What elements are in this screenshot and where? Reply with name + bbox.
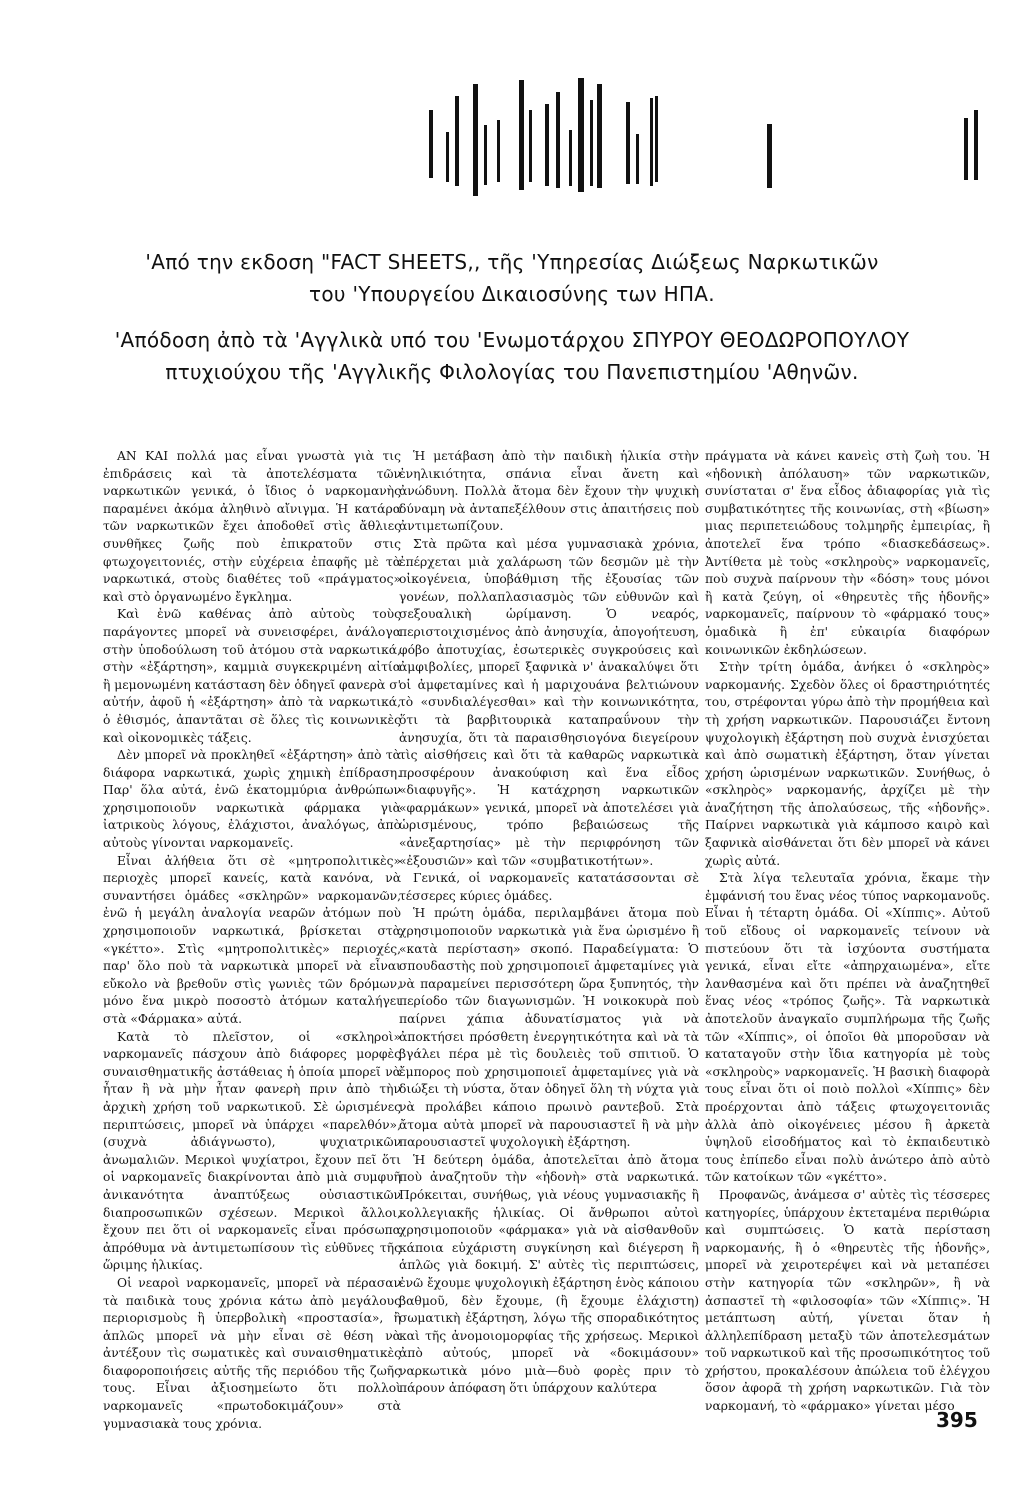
article-attribution	[0, 246, 1024, 388]
paragraph: Προφανῶς, ἀνάμεσα σ' αὐτὲς τὶς τέσσερες κατηγορίες, ὑπάρχουν ἐκτεταμένα περιθώρια καὶ συμπτώσεις. Ὁ κατὰ περίσταση ναρκομανής, ἢ ὁ «θηρευτὲς τῆς ἡδονῆς», μπορεῖ νὰ χειροτερέψει καὶ νὰ μεταπέσει στὴν κατηγορία τῶν «σκληρῶν», ἢ νὰ ἀσπαστεῖ τὴ «φιλοσοφία» τῶν «Χίππις». Ἡ μετάπτωση αὐτή, γίνεται ὅταν ἡ ἀλληλεπίδραση μεταξὺ τῶν ἀποτελεσμάτων τοῦ ναρκωτικοῦ καὶ τῆς προσωπικότητος τοῦ χρήστου, προκαλέσουν ἀπώλεια τοῦ ἐλέγχου ὅσον ἀφορᾶ τὴ χρήση ναρκωτικῶν. Γιὰ τὸν ναρκομανή, τὸ «φάρμακο» γίνεται μέσο	[705, 1187, 990, 1414]
paragraph: Καὶ ἐνῶ καθένας ἀπὸ αὐτοὺς τοὺς παράγοντες μπορεῖ νὰ συνεισφέρει, ἀνάλογα στὴν ὑποδούλωση τοῦ ἀτόμου στὰ ναρκωτικά, στὴν «ἐξάρτηση», καμμιὰ συγκεκριμένη αἰτία ἢ μεμονωμένη κατάσταση δὲν ὁδηγεῖ φανερὰ σ' αὐτήν, ἀφοῦ ἡ «ἐξάρτηση» ἀπὸ τὰ ναρκωτικά, ὁ ἐθισμός, ἀπαντᾶται σὲ ὅλες τὶς κοινωνικὲς καὶ οἰκονομικὲς τάξεις.	[103, 607, 401, 745]
paragraph: Δὲν μπορεῖ νὰ προκληθεῖ «ἐξάρτηση» ἀπὸ τὰ διάφορα ναρκωτικά, χωρὶς χημικὴ ἐπίδραση. Παρ' ὅλα αὐτά, ἐνῶ ἑκατομμύρια ἀνθρώπων χρησιμοποιοῦν ναρκωτικὰ φάρμακα γιὰ ἰατρικοὺς λόγους, ἐλάχιστοι, ἀναλόγως, ἀπὸ αὐτοὺς γίνονται ναρκομανεῖς.	[103, 748, 401, 851]
paragraph: Οἱ νεαροὶ ναρκομανεῖς, μπορεῖ νὰ πέρασαν τὰ παιδικὰ τους χρόνια κάτω ἀπὸ μεγάλους περιορισμοὺς ἢ ὑπερβολικὴ «προστασία», ἢ ἁπλῶς μπορεῖ νὰ μὴν εἶναι σὲ θέση νὰ ἀντέξουν τὶς σωματικὲς καὶ συναισθηματικὲς διαφοροποιήσεις αὐτῆς τῆς περιόδου τῆς ζωῆς τους. Εἶναι ἀξιοσημείωτο ὅτι πολλοὶ ναρκομανεῖς «πρωτοδοκιμάζουν» στὰ γυμνασιακὰ τους χρόνια.	[103, 1275, 401, 1431]
paragraph: Ἡ μετάβαση ἀπὸ τὴν παιδικὴ ἡλικία στὴν ἐνηλικιότητα, σπάνια εἶναι ἄνετη καὶ ἀνώδυνη. Πολλὰ ἄτομα δὲν ἔχουν τὴν ψυχικὴ δύναμη νὰ ἀνταπεξέλθουν στις ἀπαιτήσεις ποὺ ἀντιμετωπίζουν.	[399, 449, 699, 534]
decorative-barcode-strip	[0, 0, 1024, 200]
paragraph: ΑΝ ΚΑΙ πολλά μας εἶναι γνωστὰ γιὰ τις ἐπιδράσεις καὶ τὰ ἀποτελέσματα τῶν ναρκωτικῶν γενικά, ὁ ἴδιος ὁ ναρκομανὴς παραμένει ἀκόμα ἀληθινὸ αἴνιγμα. Ἡ κατάρα τῶν ναρκωτικῶν ἔχει ἀποδοθεῖ στὶς ἄθλιες συνθῆκες ζωῆς ποὺ ἐπικρατοῦν στις φτωχογειτονιές, στὴν εὐχέρεια ἐπαφῆς μὲ τὰ ναρκωτικά, στοὺς διαθέτες τοῦ «πράγματος» καὶ στὸ ὀργανωμένο ἔγκλημα.	[103, 449, 401, 604]
source-line-1: 'Από την εκδοση "FACT SHEETS,, τῆς 'Υπηρεσίας Διώξεως Ναρκωτικῶν	[145, 250, 879, 274]
text-column-1	[103, 448, 401, 1433]
source-line-2: του 'Υπουργείου Δικαιοσύνης των ΗΠΑ.	[309, 282, 715, 306]
paragraph: Γενικά, οἱ ναρκομανεῖς κατατάσσονται σὲ τέσσερες κύριες ὁμάδες.	[399, 871, 699, 903]
paragraph: Ἡ πρώτη ὁμάδα, περιλαμβάνει ἄτομα ποὺ χρησιμοποιοῦν ναρκωτικὰ γιὰ ἕνα ὡρισμένο ἢ «κατὰ περίσταση» σκοπό. Παραδείγματα: Ὁ σπουδαστὴς ποὺ χρησιμοποιεῖ ἀμφεταμίνες γιὰ νὰ παραμείνει περισσότερη ὥρα ξυπνητός, τὴν περίοδο τῶν διαγωνισμῶν. Ἡ νοικοκυρὰ ποὺ παίρνει χάπια ἀδυνατίσματος γιὰ νὰ ἀποκτήσει πρόσθετη ἐνεργητικότητα καὶ νὰ τὰ βγάλει πέρα μὲ τὶς δουλειὲς τοῦ σπιτιοῦ. Ὁ ἔμπορος ποὺ χρησιμοποιεῖ ἀμφεταμίνες γιὰ νὰ διώξει τὴ νύστα, ὅταν ὁδηγεῖ ὅλη τὴ νύχτα γιὰ νὰ προλάβει κάποιο πρωινὸ ραντεβοῦ. Στὰ ἄτομα αὐτὰ μπορεῖ νὰ παρουσιαστεῖ ἢ νὰ μὴν παρουσιαστεῖ ψυχολογικὴ ἐξάρτηση.	[399, 906, 699, 1150]
paragraph: Κατὰ τὸ πλεῖστον, οἱ «σκληροὶ» ναρκομανεῖς πάσχουν ἀπὸ διάφορες μορφὲς συναισθηματικῆς ἀστάθειας ἡ ὁποία μπορεῖ νὰ ἦταν ἢ νὰ μὴν ἦταν φανερὴ πριν ἀπὸ τὴν ἀρχικὴ χρήση τοῦ ναρκωτικοῦ. Σὲ ὡρισμένες περιπτώσεις, μπορεῖ νὰ ὑπάρχει «παρελθόν», (συχνὰ ἀδιάγνωστο), ψυχιατρικῶν ἀνωμαλιῶν. Μερικοὶ ψυχίατροι, ἔχουν πεῖ ὅτι οἱ ναρκομανεῖς διακρίνονται ἀπὸ μιὰ συμφυῆ ἀνικανότητα ἀναπτύξεως οὐσιαστικῶν διαπροσωπικῶν σχέσεων. Μερικοὶ ἄλλοι, ἔχουν πει ὅτι οἱ ναρκομανεῖς εἶναι πρόσωπα ἀπρόθυμα νὰ ἀντιμετωπίσουν τὶς εὐθῦνες τῆς ὥριμης ἡλικίας.	[103, 1029, 401, 1273]
text-column-3	[705, 448, 990, 1416]
translator-line-1: 'Απόδοση ἀπὸ τὰ 'Αγγλικὰ υπό του 'Ενωμοτάρχου ΣΠΥΡΟΥ ΘΕΟΔΩΡΟΠΟΥΛΟΥ	[114, 328, 910, 352]
page-number: 395	[936, 1408, 978, 1432]
paragraph: πράγματα νὰ κάνει κανεὶς στὴ ζωὴ του. Ἡ «ἡδονικὴ ἀπόλαυση» τῶν ναρκωτικῶν, συνίσταται σ' ἕνα εἶδος ἀδιαφορίας γιὰ τὶς συμβατικότητες τῆς κοινωνίας, στὴ «βίωση» μιας περιπετειώδους τολμηρῆς ἐμπειρίας, ἢ ἀποτελεῖ ἕνα τρόπο «διασκεδάσεως». Ἀντίθετα μὲ τοὺς «σκληροὺς» ναρκομανεῖς, ποὺ συχνὰ παίρνουν τὴν «δόση» τους μόνοι ἢ κατὰ ζεύγη, οἱ «θηρευτὲς τῆς ἡδονῆς» ναρκομανεῖς, παίρνουν τὸ «φάρμακό τους» ὁμαδικὰ ἢ ἐπ' εὐκαιρία διαφόρων κοινωνικῶν ἐκδηλώσεων.	[705, 449, 990, 657]
text-column-2	[399, 448, 699, 1398]
paragraph: Στὰ πρῶτα καὶ μέσα γυμνασιακὰ χρόνια, ἐπέρχεται μιὰ χαλάρωση τῶν δεσμῶν μὲ τὴν οἰκογένεια, ὑποβάθμιση τῆς ἐξουσίας τῶν γονέων, πολλαπλασιασμὸς τῶν εὐθυνῶν καὶ σεξουαλικὴ ὡρίμανση. Ὁ νεαρός, περιστοιχισμένος ἀπὸ ἀνησυχία, ἀπογοήτευση, φόβο ἀποτυχίας, ἐσωτερικὲς συγκρούσεις καὶ ἀμφιβολίες, μπορεῖ ξαφνικὰ ν' ἀνακαλύψει ὅτι οἱ ἀμφεταμίνες καὶ ἡ μαριχουάνα βελτιώνουν τὸ «συνδιαλέγεσθαι» καὶ τὴν κοινωνικότητα, ὅτι τὰ βαρβιτουρικὰ καταπραΰνουν τὴν ἀνησυχία, ὅτι τὰ παραισθησιογόνα διεγείρουν τὶς αἰσθήσεις καὶ ὅτι τὰ καθαρῶς ναρκωτικὰ προσφέρουν ἀνακούφιση καὶ ἕνα εἶδος «διαφυγῆς». Ἡ κατάχρηση ναρκωτικῶν «φαρμάκων» γενικά, μπορεῖ νὰ ἀποτελέσει γιὰ ὡρισμένους, τρόπο βεβαιώσεως τῆς «ἀνεξαρτησίας» μὲ τὴν περιφρόνηση τῶν «ἐξουσιῶν» καὶ τῶν «συμβατικοτήτων».	[399, 536, 699, 868]
paragraph: Εἶναι ἀλήθεια ὅτι σὲ «μητροπολιτικὲς» περιοχὲς μπορεῖ κανείς, κατὰ κανόνα, νὰ συναντήσει ὁμάδες «σκληρῶν» ναρκομανῶν, ἐνῶ ἡ μεγάλη ἀναλογία νεαρῶν ἀτόμων ποὺ χρησιμοποιοῦν ναρκωτικά, βρίσκεται στὰ «γκέττο». Στὶς «μητροπολιτικὲς» περιοχές, παρ' ὅλο ποὺ τὰ ναρκωτικὰ μπορεῖ νὰ εἶναι εὔκολο νὰ βρεθοῦν στὶς γωνιὲς τῶν δρόμων, μόνο ἕνα μικρὸ ποσοστὸ ἀτόμων καταλήγει στὰ «Φάρμακα» αὐτά.	[103, 853, 401, 1026]
paragraph: Στὰ λίγα τελευταῖα χρόνια, ἔκαμε τὴν ἐμφάνισή του ἕνας νέος τύπος ναρκομανοῦς. Εἶναι ἡ τέταρτη ὁμάδα. Οἱ «Χίππις». Αὐτοῦ τοῦ εἴδους οἱ ναρκομανεῖς τείνουν νὰ πιστεύουν ὅτι τὰ ἰσχύοντα συστήματα γενικά, εἶναι εἴτε «ἀπηρχαιωμένα», εἴτε λανθασμένα καὶ ὅτι πρέπει νὰ ἀναζητηθεῖ ἕνας νέος «τρόπος ζωῆς». Τὰ ναρκωτικὰ ἀποτελοῦν ἀναγκαῖο συμπλήρωμα τῆς ζωῆς τῶν «Χίππις», οἱ ὁποῖοι θὰ μποροῦσαν νὰ καταταγοῦν στὴν ἴδια κατηγορία μὲ τοὺς «σκληροὺς» ναρκομανεῖς. Ἡ βασικὴ διαφορὰ τους εἶναι ὅτι οἱ ποιὸ πολλοὶ «Χίππις» δὲν προέρχονται ἀπὸ τάξεις φτωχογειτονιᾶς ἀλλὰ ἀπὸ οἰκογένειες μέσου ἢ ἀρκετὰ ὑψηλοῦ εἰσοδήματος καὶ τὸ ἐκπαιδευτικὸ τους ἐπίπεδο εἶναι πολὺ ἀνώτερο ἀπὸ αὐτὸ τῶν κατοίκων τῶν «γκέττο».	[705, 871, 990, 1185]
paragraph: Στὴν τρίτη ὁμάδα, ἀνήκει ὁ «σκληρὸς» ναρκομανής. Σχεδὸν ὅλες οἱ δραστηριότητές του, στρέφονται γύρω ἀπὸ τὴν προμήθεια καὶ τὴ χρήση ναρκωτικῶν. Παρουσιάζει ἔντονη ψυχολογικὴ ἐξάρτηση ποὺ συχνὰ ἐνισχύεται καὶ ἀπὸ σωματικὴ ἐξάρτηση, ὅταν γίνεται χρήση ὡρισμένων ναρκωτικῶν. Συνήθως, ὁ «σκληρὸς» ναρκομανής, ἀρχίζει μὲ τὴν ἀναζήτηση τῆς ἀπολαύσεως, τῆς «ἡδονῆς». Παίρνει ναρκωτικὰ γιὰ κάμποσο καιρὸ καὶ ξαφνικὰ αἰσθάνεται ὅτι δὲν μπορεῖ νὰ κάνει χωρὶς αὐτά.	[705, 660, 990, 868]
paragraph: Ἡ δεύτερη ὁμάδα, ἀποτελεῖται ἀπὸ ἄτομα ποὺ ἀναζητοῦν τὴν «ἡδονὴ» στὰ ναρκωτικά. Πρόκειται, συνήθως, γιὰ νέους γυμνασιακῆς ἢ κολλεγιακῆς ἡλικίας. Οἱ ἄνθρωποι αὐτοὶ χρησιμοποιοῦν «φάρμακα» γιὰ νὰ αἰσθανθοῦν κάποια εὐχάριστη συγκίνηση καὶ διέγερση ἢ ἁπλῶς γιὰ δοκιμή. Σ' αὐτὲς τὶς περιπτώσεις, ἐνῶ ἔχουμε ψυχολογικὴ ἐξάρτηση ἑνὸς κάποιου βαθμοῦ, δὲν ἔχουμε, (ἢ ἔχουμε ἐλάχιστη) σωματικὴ ἐξάρτηση, λόγω τῆς σποραδικότητος καὶ τῆς ἀνομοιομορφίας τῆς χρήσεως. Μερικοὶ ἀπὸ αὐτούς, μπορεῖ νὰ «δοκιμάσουν» ναρκωτικὰ μόνο μιὰ—δυὸ φορὲς πριν τὸ πάρουν ἀπόφαση ὅτι ὑπάρχουν καλύτερα	[399, 1152, 699, 1396]
translator-line-2: πτυχιούχου τῆς 'Αγγλικῆς Φιλολογίας του Πανεπιστημίου 'Αθηνῶν.	[165, 360, 859, 384]
